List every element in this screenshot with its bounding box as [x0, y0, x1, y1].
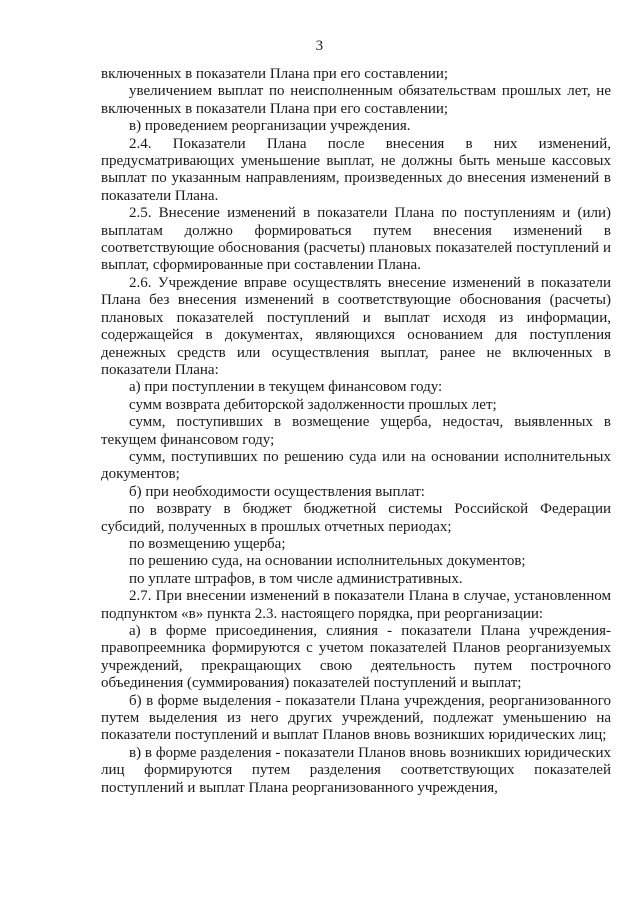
paragraph: а) в форме присоединения, слияния - показатели Плана учреждения-правопреемника формируются с учетом показателей Планов реорганизуемых учреждений, прекращающих свою деятельность путем построчного объединения (суммирования) показателей поступлений и выплат;: [101, 623, 611, 692]
paragraph: б) при необходимости осуществления выплат:: [129, 483, 425, 500]
paragraph: в) в форме разделения - показатели Планов вновь возникших юридических лиц формируются путем разделения соответствующих показателей поступлений и выплат Плана реорганизованного учреждения,: [101, 744, 611, 796]
paragraph: в) проведением реорганизации учреждения.: [129, 118, 411, 135]
paragraph: увеличением выплат по неисполненным обязательствам прошлых лет, не включенных в показатели Плана при его составлении;: [101, 83, 611, 117]
paragraph: 2.7. При внесении изменений в показатели Плана в случае, установленном подпунктом «в» пункта 2.3. настоящего порядка, при реорганизации:: [101, 588, 611, 622]
paragraph: по уплате штрафов, в том числе административных.: [129, 570, 463, 587]
paragraph: 2.4. Показатели Плана после внесения в них изменений, предусматривающих уменьшение выплат, не должны быть меньше кассовых выплат по указанным направлениям, произведенных до внесения изменений в показатели Плана.: [101, 135, 611, 204]
body-text: [101, 66, 611, 797]
paragraph: включенных в показатели Плана при его составлении;: [101, 66, 449, 82]
page-number: 3: [315, 38, 324, 54]
paragraph: сумм возврата дебиторской задолженности прошлых лет;: [129, 396, 497, 413]
paragraph: сумм, поступивших по решению суда или на основании исполнительных документов;: [101, 448, 611, 483]
paragraph: а) при поступлении в текущем финансовом году:: [129, 379, 443, 396]
paragraph: по возврату в бюджет бюджетной системы Российской Федерации субсидий, полученных в прошлых отчетных периодах;: [101, 501, 611, 535]
paragraph: б) в форме выделения - показатели Плана учреждения, реорганизованного путем выделения из него других учреждений, подлежат уменьшению на показатели поступлений и выплат Планов вновь возникших юридических лиц;: [101, 692, 611, 744]
paragraph: по решению суда, на основании исполнительных документов;: [129, 553, 526, 570]
paragraph: сумм, поступивших в возмещение ущерба, недостач, выявленных в текущем финансовом году;: [101, 414, 611, 448]
paragraph: 2.6. Учреждение вправе осуществлять внесение изменений в показатели Плана без внесения изменений в соответствующие обоснования (расчеты) плановых показателей поступлений и выплат исходя из информации, содержащейся в документах, являющихся основанием для поступления денежных средств или осуществления выплат, ранее не включенных в показатели Плана:: [101, 274, 611, 378]
paragraph: 2.5. Внесение изменений в показатели Плана по поступлениям и (или) выплатам должно формироваться путем внесения изменений в соответствующие обоснования (расчеты) плановых показателей поступлений и выплат, сформированные при составлении Плана.: [101, 205, 611, 274]
paragraph: по возмещению ущерба;: [129, 535, 286, 552]
